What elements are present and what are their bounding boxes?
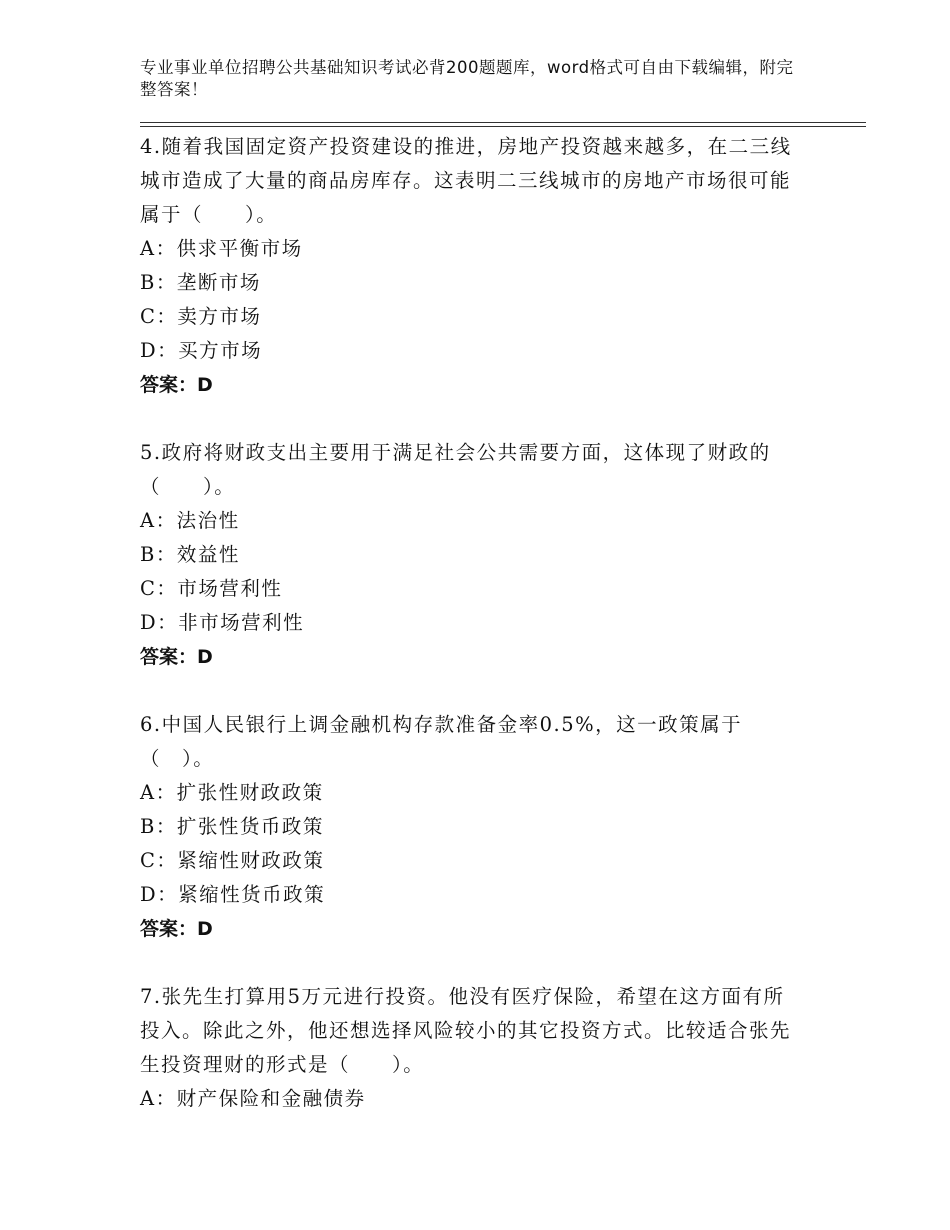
option-a: A：供求平衡市场 xyxy=(140,237,303,260)
option-d: D：买方市场 xyxy=(140,339,263,362)
option-a: A：扩张性财政政策 xyxy=(140,781,324,804)
option-c: C：市场营利性 xyxy=(140,577,283,600)
answer-label: 答案： xyxy=(140,646,198,668)
answer-value: D xyxy=(197,646,213,668)
option-b: B：效益性 xyxy=(140,543,240,566)
option-b: B：垄断市场 xyxy=(140,271,261,294)
document-header: 专业事业单位招聘公共基础知识考试必背200题题库，word格式可自由下载编辑，附完整答案！ xyxy=(140,58,794,99)
option-a: A：法治性 xyxy=(140,509,240,532)
answer-value: D xyxy=(197,918,213,940)
option-c: C：紧缩性财政政策 xyxy=(140,849,325,872)
answer-line xyxy=(140,640,800,674)
question-stem: 5.政府将财政支出主要用于满足社会公共需要方面，这体现了财政的（ ）。 xyxy=(140,441,771,498)
question-stem: 4.随着我国固定资产投资建设的推进，房地产投资越来越多，在二三线城市造成了大量的商品房库存。这表明二三线城市的房地产市场很可能属于（ ）。 xyxy=(140,135,792,226)
option-c: C：卖方市场 xyxy=(140,305,262,328)
answer-value: D xyxy=(197,374,213,396)
question-6 xyxy=(140,708,800,946)
option-d: D：非市场营利性 xyxy=(140,611,305,634)
header-rule-top xyxy=(140,122,866,123)
option-b: B：扩张性货币政策 xyxy=(140,815,324,838)
question-stem: 6.中国人民银行上调金融机构存款准备金率0.5%，这一政策属于（ ）。 xyxy=(140,713,743,770)
question-5 xyxy=(140,436,800,674)
option-a: A：财产保险和金融债券 xyxy=(140,1087,366,1110)
answer-label: 答案： xyxy=(140,918,198,940)
question-stem: 7.张先生打算用5万元进行投资。他没有医疗保险，希望在这方面有所投入。除此之外，他还想选择风险较小的其它投资方式。比较适合张先生投资理财的形式是（ ）。 xyxy=(140,985,792,1076)
question-list xyxy=(140,130,800,1116)
header-rule-bottom xyxy=(140,126,866,127)
answer-label: 答案： xyxy=(140,374,198,396)
answer-line xyxy=(140,368,800,402)
option-d: D：紧缩性货币政策 xyxy=(140,883,326,906)
question-4 xyxy=(140,130,800,402)
question-7 xyxy=(140,980,800,1116)
answer-line xyxy=(140,912,800,946)
